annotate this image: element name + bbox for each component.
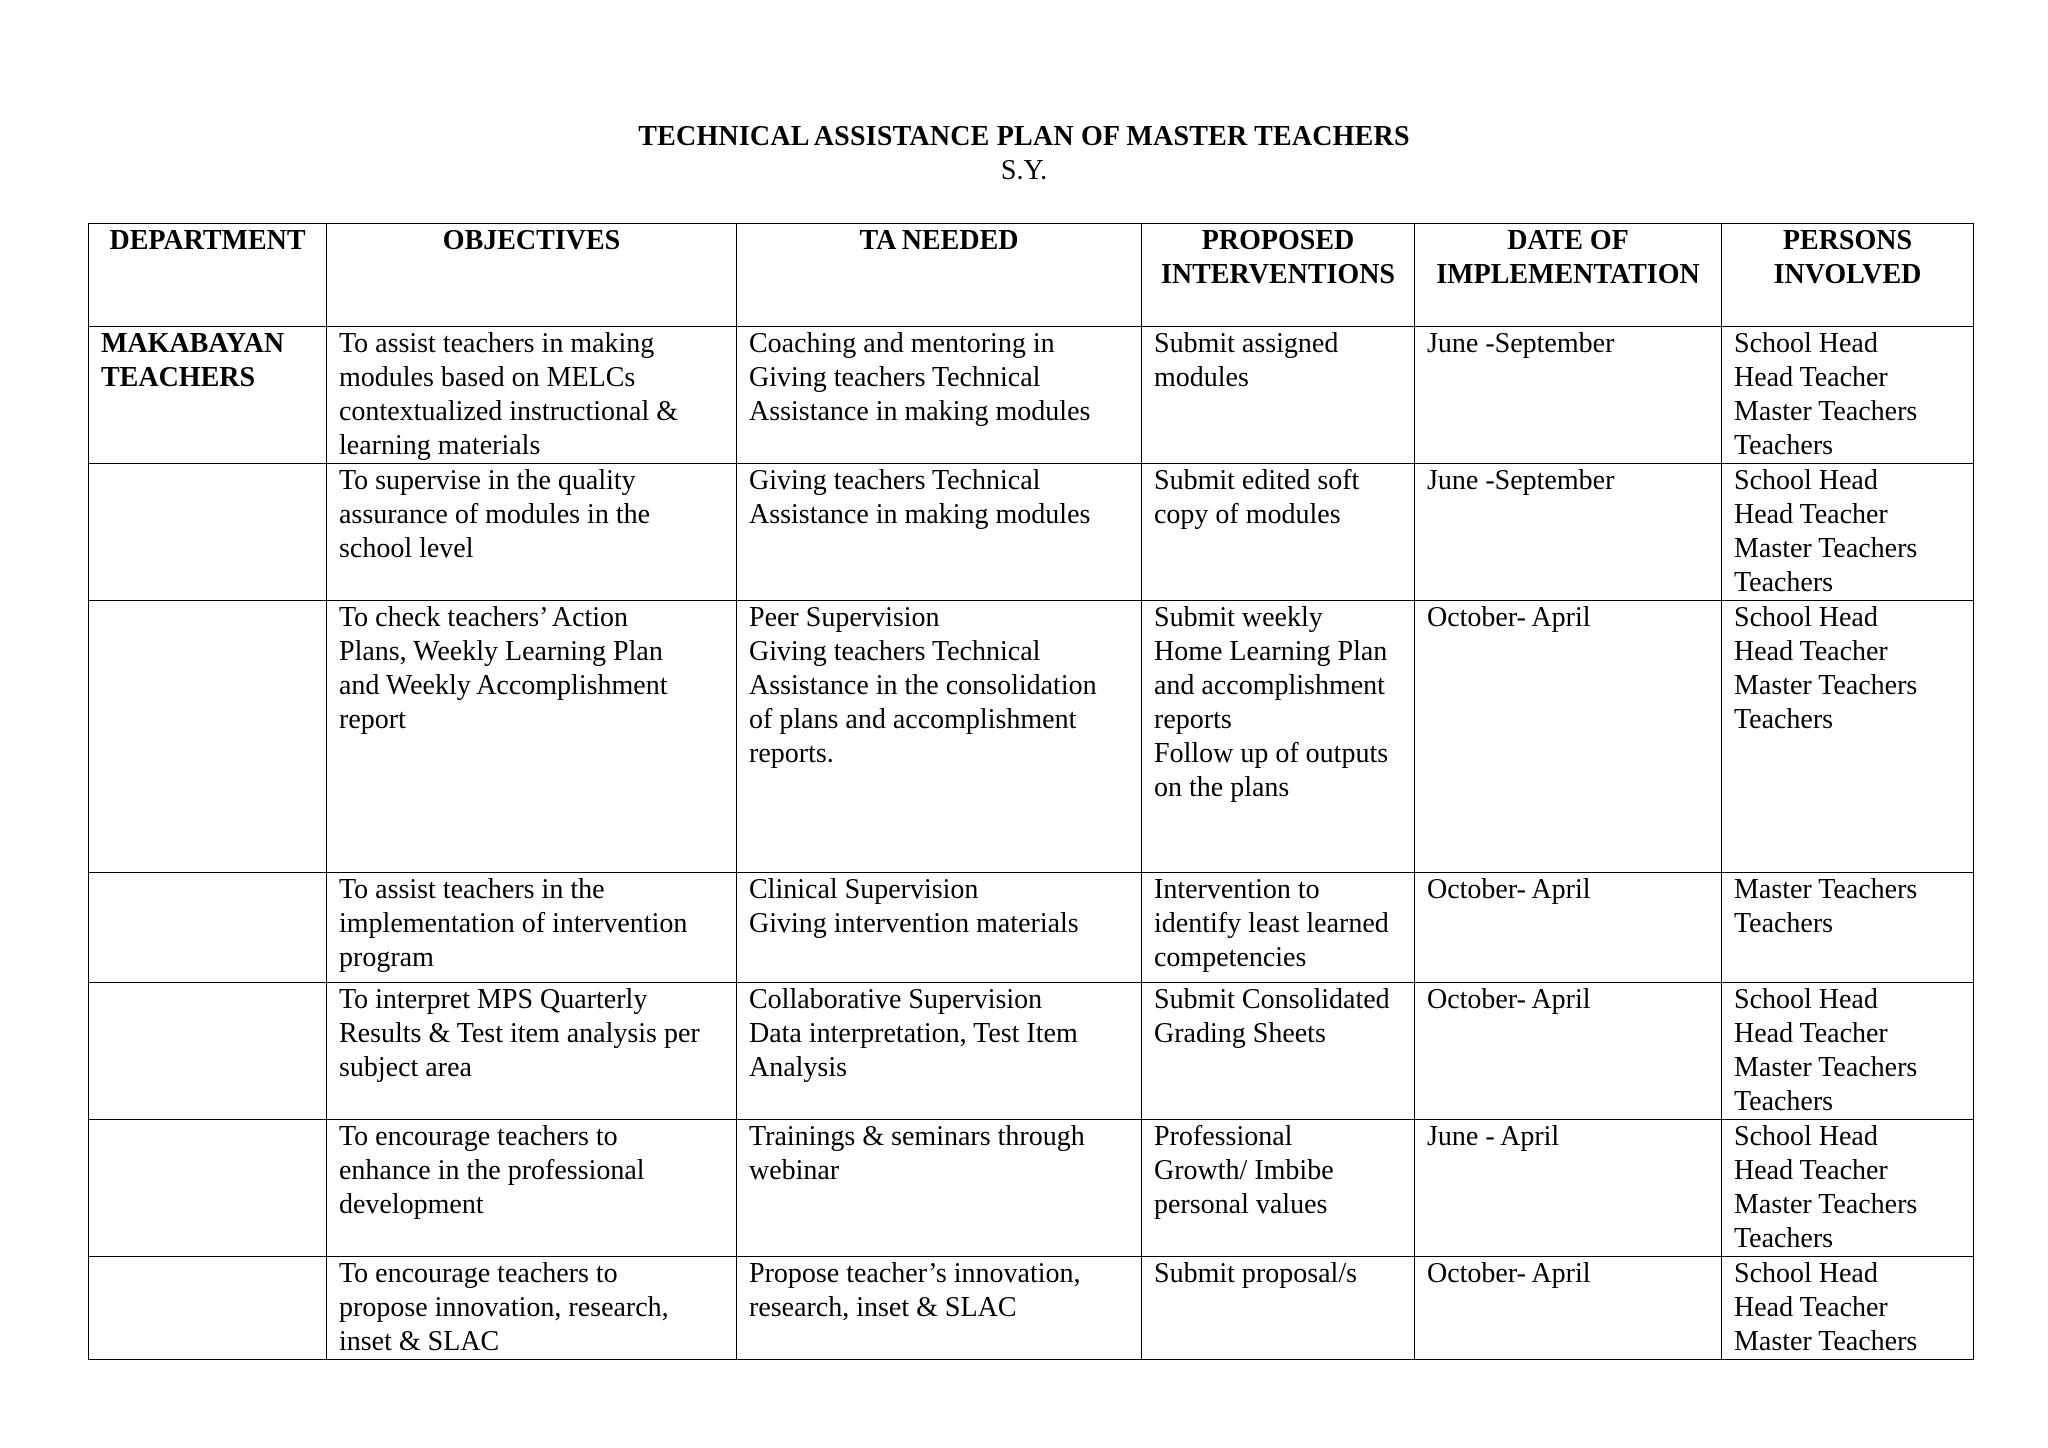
cell-text-line: Submit proposal/s [1154,1258,1358,1289]
cell-text-line: contextualized instructional & [339,396,679,427]
cell-text-line: inset & SLAC [339,1326,500,1357]
interventions-cell [1142,1257,1415,1360]
cell-text-line: Plans, Weekly Learning Plan [339,636,663,667]
cell-text-line: Submit edited soft [1154,465,1360,496]
ta-needed-cell [737,464,1142,601]
cell-text-line: Professional [1154,1121,1293,1152]
cell-text-line: Intervention to [1154,874,1320,905]
cell-text-line: Master Teachers [1734,874,1918,905]
cell-text-line: development [339,1189,484,1220]
cell-text-line: Home Learning Plan [1154,636,1388,667]
cell-text-line: of plans and accomplishment [749,704,1077,735]
cell-text-line: Head Teacher [1734,1292,1888,1323]
cell-text-line: research, inset & SLAC [749,1292,1017,1323]
cell-text-line: Head Teacher [1734,499,1888,530]
cell-text-line: School Head [1734,1121,1878,1152]
interventions-cell [1142,601,1415,873]
cell-text-line: Head Teacher [1734,362,1888,393]
cell-text-line: To encourage teachers to [339,1258,618,1289]
header-text-line: PROPOSED [1201,225,1355,256]
header-objectives: OBJECTIVES [327,224,737,327]
header-persons-involved [1722,224,1974,327]
table-row [89,1257,1974,1360]
department-cell [89,983,327,1120]
interventions-cell [1142,464,1415,601]
cell-text-line: and accomplishment [1154,670,1385,701]
cell-text-line: TEACHERS [101,362,256,393]
cell-text-line: personal values [1154,1189,1328,1220]
cell-text-line: and Weekly Accomplishment [339,670,668,701]
cell-text-line: Trainings & seminars through [749,1121,1085,1152]
cell-text-line: School Head [1734,1258,1878,1289]
ta-needed-cell [737,601,1142,873]
cell-text-line: Submit assigned [1154,328,1339,359]
date-cell [1415,464,1722,601]
cell-text-line: School Head [1734,602,1878,633]
header-proposed-interventions [1142,224,1415,327]
cell-text-line: modules [1154,362,1249,393]
cell-text-line: June - April [1427,1121,1560,1152]
ta-needed-cell [737,873,1142,983]
objectives-cell [327,1257,737,1360]
cell-text-line: To supervise in the quality [339,465,636,496]
header-text-line: PERSONS [1782,225,1913,256]
cell-text-line: June -September [1427,465,1615,496]
technical-assistance-table [88,223,1974,1360]
cell-text-line: report [339,704,406,735]
cell-text-line: June -September [1427,328,1615,359]
date-cell [1415,983,1722,1120]
cell-text-line: Master Teachers [1734,670,1918,701]
date-cell [1415,601,1722,873]
cell-text-line: Growth/ Imbibe [1154,1155,1334,1186]
date-cell [1415,327,1722,464]
cell-text-line: Teachers [1734,567,1834,598]
cell-text-line: To check teachers’ Action [339,602,629,633]
objectives-cell [327,464,737,601]
persons-cell [1722,873,1974,983]
cell-text-line: modules based on MELCs [339,362,636,393]
persons-cell [1722,983,1974,1120]
cell-text-line: Assistance in the consolidation [749,670,1097,701]
table-row [89,327,1974,464]
cell-text-line: Giving intervention materials [749,908,1079,939]
header-text-line: INVOLVED [1773,259,1922,290]
cell-text-line: Master Teachers [1734,1326,1918,1357]
table-body [89,327,1974,1360]
cell-text-line: school level [339,533,474,564]
cell-text-line: Collaborative Supervision [749,984,1043,1015]
ta-needed-cell [737,1257,1142,1360]
cell-text-line: Analysis [749,1052,847,1083]
cell-text-line: School Head [1734,328,1878,359]
objectives-cell [327,601,737,873]
persons-cell [1722,327,1974,464]
cell-text-line: reports. [749,738,834,769]
cell-text-line: Giving teachers Technical [749,465,1041,496]
cell-text-line: implementation of intervention [339,908,688,939]
table-header-row [89,224,1974,327]
cell-text-line: enhance in the professional [339,1155,645,1186]
cell-text-line: Coaching and mentoring in [749,328,1055,359]
cell-text-line: Head Teacher [1734,636,1888,667]
cell-text-line: Teachers [1734,1223,1834,1254]
interventions-cell [1142,983,1415,1120]
cell-text-line: reports [1154,704,1232,735]
cell-text-line: October- April [1427,874,1591,905]
objectives-cell [327,983,737,1120]
cell-text-line: Teachers [1734,430,1834,461]
cell-text-line: School Head [1734,984,1878,1015]
cell-text-line: program [339,942,434,973]
cell-text-line: Head Teacher [1734,1155,1888,1186]
header-department: DEPARTMENT [89,224,327,327]
cell-text-line: Head Teacher [1734,1018,1888,1049]
cell-text-line: Submit Consolidated [1154,984,1390,1015]
date-cell [1415,1257,1722,1360]
cell-text-line: Propose teacher’s innovation, [749,1258,1081,1289]
department-cell [89,464,327,601]
cell-text-line: Submit weekly [1154,602,1323,633]
persons-cell [1722,1120,1974,1257]
header-date-of-implementation [1415,224,1722,327]
table-row [89,873,1974,983]
table-row [89,464,1974,601]
cell-text-line: Master Teachers [1734,396,1918,427]
cell-text-line: October- April [1427,984,1591,1015]
ta-needed-cell [737,983,1142,1120]
department-cell [89,1257,327,1360]
cell-text-line: To interpret MPS Quarterly [339,984,648,1015]
cell-text-line: Teachers [1734,1086,1834,1117]
cell-text-line: Assistance in making modules [749,499,1091,530]
document-header [0,120,2048,188]
cell-text-line: assurance of modules in the [339,499,651,530]
cell-text-line: October- April [1427,1258,1591,1289]
cell-text-line: copy of modules [1154,499,1341,530]
department-cell [89,601,327,873]
school-year-label: S.Y. [1000,155,1048,186]
cell-text-line: Giving teachers Technical [749,362,1041,393]
cell-text-line: identify least learned [1154,908,1389,939]
cell-text-line: webinar [749,1155,840,1186]
interventions-cell [1142,873,1415,983]
cell-text-line: competencies [1154,942,1307,973]
cell-text-line: School Head [1734,465,1878,496]
date-cell [1415,1120,1722,1257]
cell-text-line: propose innovation, research, [339,1292,669,1323]
interventions-cell [1142,327,1415,464]
header-text-line: DATE OF [1507,225,1629,256]
cell-text-line: October- April [1427,602,1591,633]
cell-text-line: MAKABAYAN [101,328,285,359]
department-cell [89,873,327,983]
cell-text-line: Results & Test item analysis per [339,1018,700,1049]
header-text-line: IMPLEMENTATION [1436,259,1700,290]
cell-text-line: Teachers [1734,704,1834,735]
persons-cell [1722,1257,1974,1360]
table-row [89,601,1974,873]
objectives-cell [327,327,737,464]
document-title: TECHNICAL ASSISTANCE PLAN OF MASTER TEACHERS [638,121,1410,152]
cell-text-line: Teachers [1734,908,1834,939]
cell-text-line: learning materials [339,430,541,461]
cell-text-line: Peer Supervision [749,602,940,633]
cell-text-line: Master Teachers [1734,1189,1918,1220]
department-cell [89,1120,327,1257]
department-cell [89,327,327,464]
cell-text-line: Follow up of outputs [1154,738,1389,769]
ta-needed-cell [737,1120,1142,1257]
date-cell [1415,873,1722,983]
cell-text-line: Assistance in making modules [749,396,1091,427]
cell-text-line: Clinical Supervision [749,874,979,905]
cell-text-line: Master Teachers [1734,533,1918,564]
objectives-cell [327,1120,737,1257]
header-text-line: INTERVENTIONS [1161,259,1395,290]
persons-cell [1722,601,1974,873]
cell-text-line: on the plans [1154,772,1290,803]
cell-text-line: To encourage teachers to [339,1121,618,1152]
cell-text-line: Giving teachers Technical [749,636,1041,667]
cell-text-line: To assist teachers in the [339,874,605,905]
ta-needed-cell [737,327,1142,464]
interventions-cell [1142,1120,1415,1257]
table-row [89,1120,1974,1257]
cell-text-line: Master Teachers [1734,1052,1918,1083]
cell-text-line: To assist teachers in making [339,328,655,359]
header-ta-needed: TA NEEDED [737,224,1142,327]
table-row [89,983,1974,1120]
persons-cell [1722,464,1974,601]
cell-text-line: subject area [339,1052,472,1083]
objectives-cell [327,873,737,983]
cell-text-line: Data interpretation, Test Item [749,1018,1078,1049]
cell-text-line: Grading Sheets [1154,1018,1326,1049]
